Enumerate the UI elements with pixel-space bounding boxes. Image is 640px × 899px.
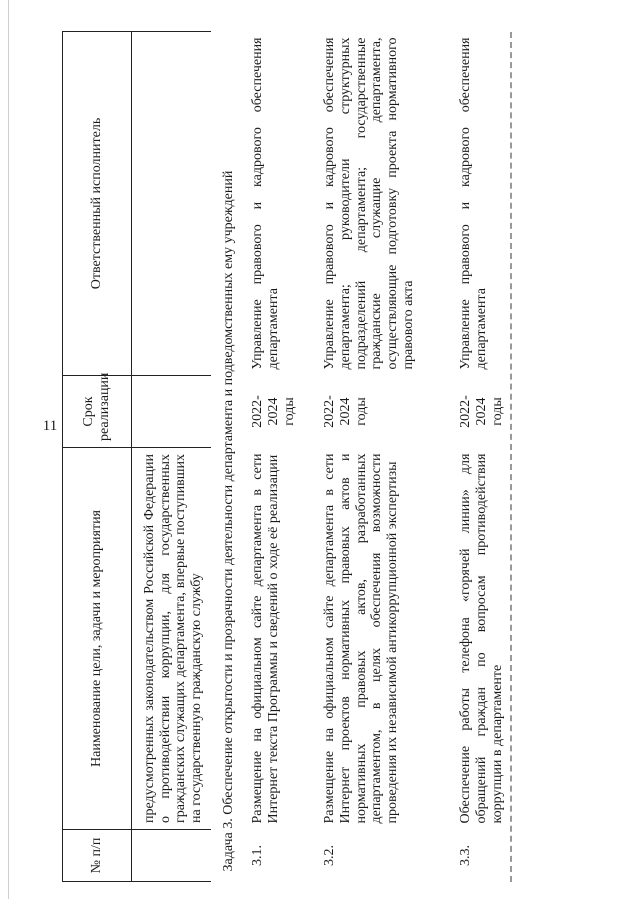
table-header-row	[63, 32, 132, 882]
task-title: Задача 3. Обеспечение открытости и прозрачности деятельности департамента и подведомственных ему учреждений	[220, 170, 236, 872]
task-row	[211, 32, 243, 882]
table-row	[242, 32, 314, 882]
page-edge	[8, 0, 9, 899]
table-row	[450, 32, 508, 882]
row-name: Обеспечение работы телефона «горячей линии» для обращений граждан по вопросам противодействия коррупции в департаменте	[458, 453, 505, 824]
scan-page-break	[510, 32, 512, 882]
row-term: 2022-2024 годы	[458, 395, 505, 428]
table-row	[314, 32, 450, 882]
row-name: Размещение на официальном сайте департамента в сети Интернет проектов нормативных правовых актов и нормативных правовых актов, разработанных департаментом, в целях обеспечения возможности проведения их независимой антикоррупционной экспертизы	[322, 453, 401, 824]
continued-row	[132, 32, 211, 882]
row-executor: Управление правового и кадрового обеспечения департамента	[250, 37, 282, 370]
row-term: 2022-2024 годы	[322, 395, 369, 428]
row-executor: Управление правового и кадрового обеспечения департамента; руководители структурных подразделений департамента; государственные гражданские служащие департамента, осуществляющие подготовку проекта нормативного правового акта	[322, 37, 416, 370]
row-term: 2022-2024 годы	[250, 395, 297, 428]
row-executor: Управление правового и кадрового обеспечения департамента	[458, 37, 490, 370]
row-num: 3.2.	[322, 845, 338, 866]
row-num: 3.1.	[250, 845, 266, 866]
header-term: Срок реализации	[63, 376, 132, 448]
row-name: Размещение на официальном сайте департамента в сети Интернет текста Программы и сведений о ходе её реализации	[250, 453, 282, 824]
measures-table	[62, 31, 508, 882]
header-executor: Ответственный исполнитель	[63, 32, 132, 376]
header-name: Наименование цели, задачи и мероприятия	[63, 448, 132, 830]
continued-text: предусмотренных законодательством Российской Федерации о противодействии коррупции, для государственных гражданских служащих департамента, впервые поступивших на государственную гражданскую службу	[132, 448, 211, 830]
rotated-page-content	[62, 32, 622, 882]
header-num: № п/п	[63, 830, 132, 882]
page-number: 11	[42, 418, 58, 434]
row-num: 3.3.	[458, 845, 474, 866]
